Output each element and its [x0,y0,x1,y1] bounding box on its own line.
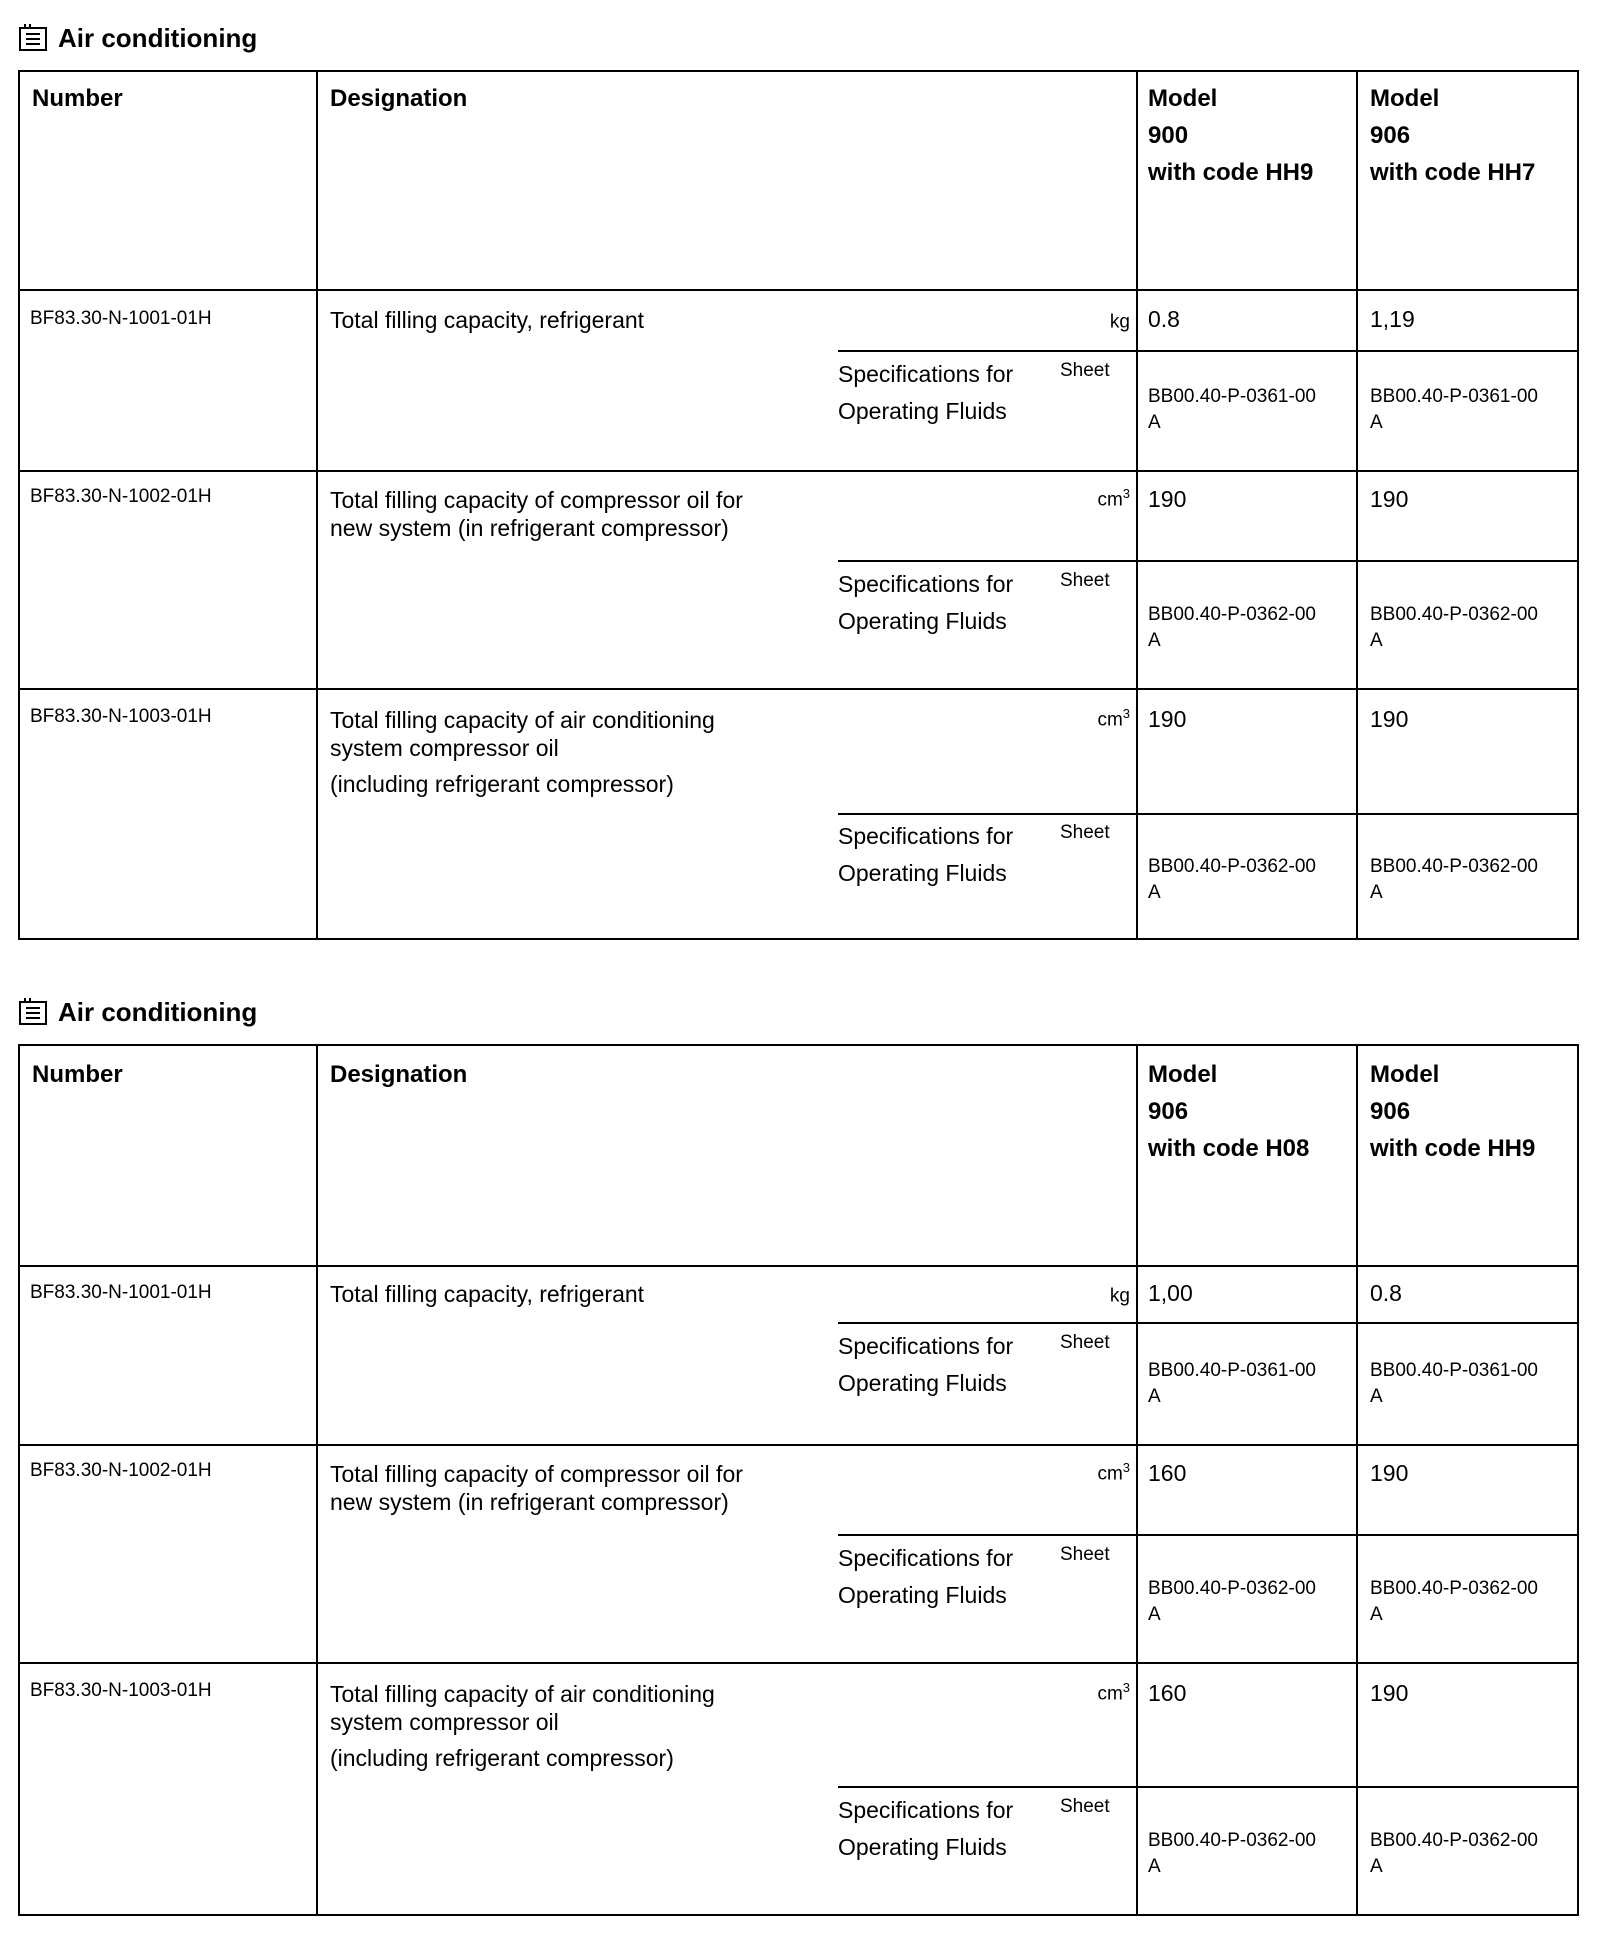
spec-table [18,1044,1579,1916]
row-value-b: 1,19 [1370,306,1415,332]
row-unit: kg [1109,311,1130,333]
row-designation: Total filling capacity, refrigerant [330,1281,645,1307]
row-value-b: 190 [1370,706,1409,732]
ref-a: BB00.40-P-0362-00 A [1148,1830,1316,1877]
spec-label: Specifications for Operating Fluids [838,361,1014,424]
row-value-a: 0.8 [1148,306,1180,332]
header-number: Number [32,85,123,112]
ref-b: BB00.40-P-0362-00 A [1370,1578,1538,1625]
row-designation: Total filling capacity, refrigerant [330,307,645,333]
row-value-b: 190 [1370,1680,1409,1706]
header-designation: Designation [330,1061,468,1088]
ref-a: BB00.40-P-0362-00 A [1148,856,1316,903]
header-model-a: Model 906 with code H08 [1148,1061,1310,1162]
row-designation: Total filling capacity of compressor oil for new system (in refrigerant compressor) [330,1461,743,1515]
row-value-b: 190 [1370,486,1409,512]
row-unit: $cm^3$ [1097,486,1130,511]
row-value-b: 190 [1370,1460,1409,1486]
spec-label: Specifications for Operating Fluids [838,823,1014,886]
row-designation: Total filling capacity of air conditioning system compressor oil (including refrigerant compressor) [330,707,715,797]
row-number: BF83.30-N-1002-01H [30,1460,212,1481]
row-value-b: 0.8 [1370,1280,1402,1306]
row-number: BF83.30-N-1003-01H [30,706,212,727]
row-number: BF83.30-N-1002-01H [30,486,212,507]
sheet-label: Sheet [1060,1544,1110,1565]
ref-b: BB00.40-P-0362-00 A [1370,856,1538,903]
sheet-label: Sheet [1060,360,1110,381]
row-unit: $cm^3$ [1097,1680,1130,1705]
row-unit: $cm^3$ [1097,1460,1130,1485]
row-designation: Total filling capacity of air conditioning system compressor oil (including refrigerant compressor) [330,1681,715,1771]
header-model-b: Model 906 with code HH9 [1370,1061,1536,1162]
sheet-label: Sheet [1060,570,1110,591]
section-title [18,18,257,58]
ref-b: BB00.40-P-0361-00 A [1370,1360,1538,1407]
section-title-text: Air conditioning [58,996,258,1027]
ref-a: BB00.40-P-0361-00 A [1148,386,1316,433]
row-value-a: 190 [1148,486,1187,512]
row-value-a: 160 [1148,1460,1187,1486]
sheet-label: Sheet [1060,822,1110,843]
row-unit: kg [1109,1285,1130,1307]
row-number: BF83.30-N-1003-01H [30,1680,212,1701]
header-number: Number [32,1061,123,1088]
header-designation: Designation [330,85,468,112]
spec-label: Specifications for Operating Fluids [838,1333,1014,1396]
row-unit: $cm^3$ [1097,706,1130,731]
ref-a: BB00.40-P-0361-00 A [1148,1360,1316,1407]
spec-table [18,70,1579,940]
book-icon [18,997,48,1027]
row-number: BF83.30-N-1001-01H [30,1282,212,1303]
book-icon [18,23,48,53]
ref-b: BB00.40-P-0361-00 A [1370,386,1538,433]
spec-label: Specifications for Operating Fluids [838,1797,1014,1860]
ref-a: BB00.40-P-0362-00 A [1148,604,1316,651]
ref-b: BB00.40-P-0362-00 A [1370,1830,1538,1877]
row-designation: Total filling capacity of compressor oil for new system (in refrigerant compressor) [330,487,743,541]
row-value-a: 160 [1148,1680,1187,1706]
spec-label: Specifications for Operating Fluids [838,1545,1014,1608]
sheet-label: Sheet [1060,1332,1110,1353]
row-number: BF83.30-N-1001-01H [30,308,212,329]
header-model-a: Model 900 with code HH9 [1148,85,1314,186]
spec-label: Specifications for Operating Fluids [838,571,1014,634]
sheet-label: Sheet [1060,1796,1110,1817]
section-title [18,992,257,1032]
ref-b: BB00.40-P-0362-00 A [1370,604,1538,651]
header-model-b: Model 906 with code HH7 [1370,85,1536,186]
section-title-text: Air conditioning [58,22,258,53]
row-value-a: 1,00 [1148,1280,1193,1306]
row-value-a: 190 [1148,706,1187,732]
ref-a: BB00.40-P-0362-00 A [1148,1578,1316,1625]
